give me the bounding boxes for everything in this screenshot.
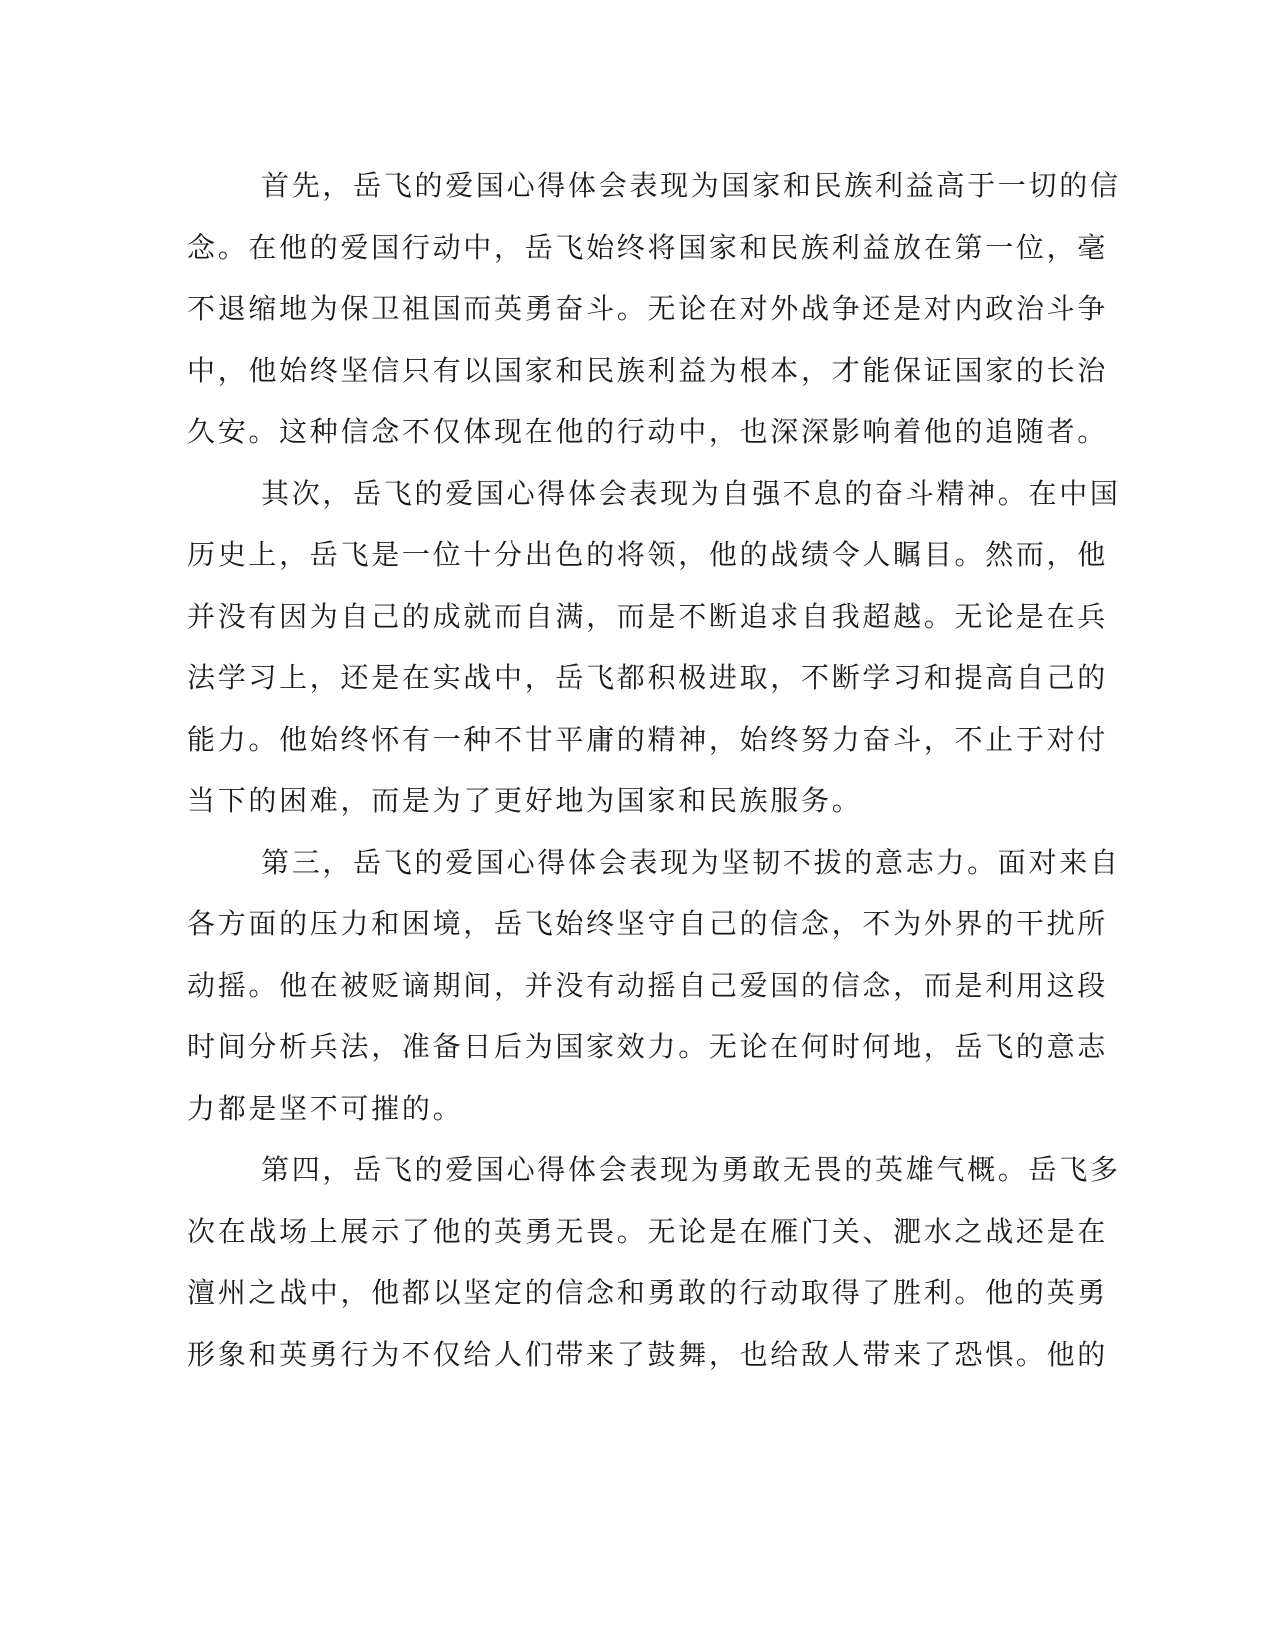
text-line: 并没有因为自己的成就而自满，而是不断追求自我超越。无论是在兵	[187, 599, 1109, 633]
text-line: 久安。这种信念不仅体现在他的行动中，也深深影响着他的追随者。	[187, 415, 1109, 448]
text-line: 当下的困难，而是为了更好地为国家和民族服务。	[187, 784, 863, 817]
text-line: 时间分析兵法，准备日后为国家效力。无论在何时何地，岳飞的意志	[187, 1030, 1109, 1063]
text-line: 第三，岳飞的爱国心得体会表现为坚韧不拔的意志力。面对来自	[261, 845, 1121, 879]
text-line: 力都是坚不可摧的。	[187, 1091, 464, 1125]
paragraph-1	[187, 155, 1121, 463]
text-line: 法学习上，还是在实战中，岳飞都积极进取，不断学习和提高自己的	[187, 661, 1109, 694]
text-line: 首先，岳飞的爱国心得体会表现为国家和民族利益高于一切的信	[261, 169, 1121, 202]
text-line: 次在战场上展示了他的英勇无畏。无论是在雁门关、淝水之战还是在	[187, 1214, 1109, 1248]
text-line: 澶州之战中，他都以坚定的信念和勇敢的行动取得了胜利。他的英勇	[187, 1276, 1109, 1309]
text-line: 动摇。他在被贬谪期间，并没有动摇自己爱国的信念，而是利用这段	[187, 968, 1109, 1002]
text-line: 能力。他始终怀有一种不甘平庸的精神，始终努力奋斗，不止于对付	[187, 722, 1109, 756]
document-body	[187, 155, 1121, 1385]
text-line: 形象和英勇行为不仅给人们带来了鼓舞，也给敌人带来了恐惧。他的	[187, 1337, 1109, 1371]
text-line: 中，他始终坚信只有以国家和民族利益为根本，才能保证国家的长治	[187, 353, 1109, 387]
text-line: 历史上，岳飞是一位十分出色的将领，他的战绩令人瞩目。然而，他	[187, 538, 1109, 571]
text-line: 不退缩地为保卫祖国而英勇奋斗。无论在对外战争还是对内政治斗争	[187, 292, 1109, 325]
paragraph-3	[187, 832, 1121, 1140]
text-line: 其次，岳飞的爱国心得体会表现为自强不息的奋斗精神。在中国	[261, 476, 1121, 510]
text-line: 第四，岳飞的爱国心得体会表现为勇敢无畏的英雄气概。岳飞多	[261, 1153, 1121, 1186]
paragraph-4	[187, 1139, 1121, 1385]
text-line: 念。在他的爱国行动中，岳飞始终将国家和民族利益放在第一位，毫	[187, 230, 1109, 264]
text-line: 各方面的压力和困境，岳飞始终坚守自己的信念，不为外界的干扰所	[187, 907, 1109, 940]
paragraph-2	[187, 463, 1121, 832]
